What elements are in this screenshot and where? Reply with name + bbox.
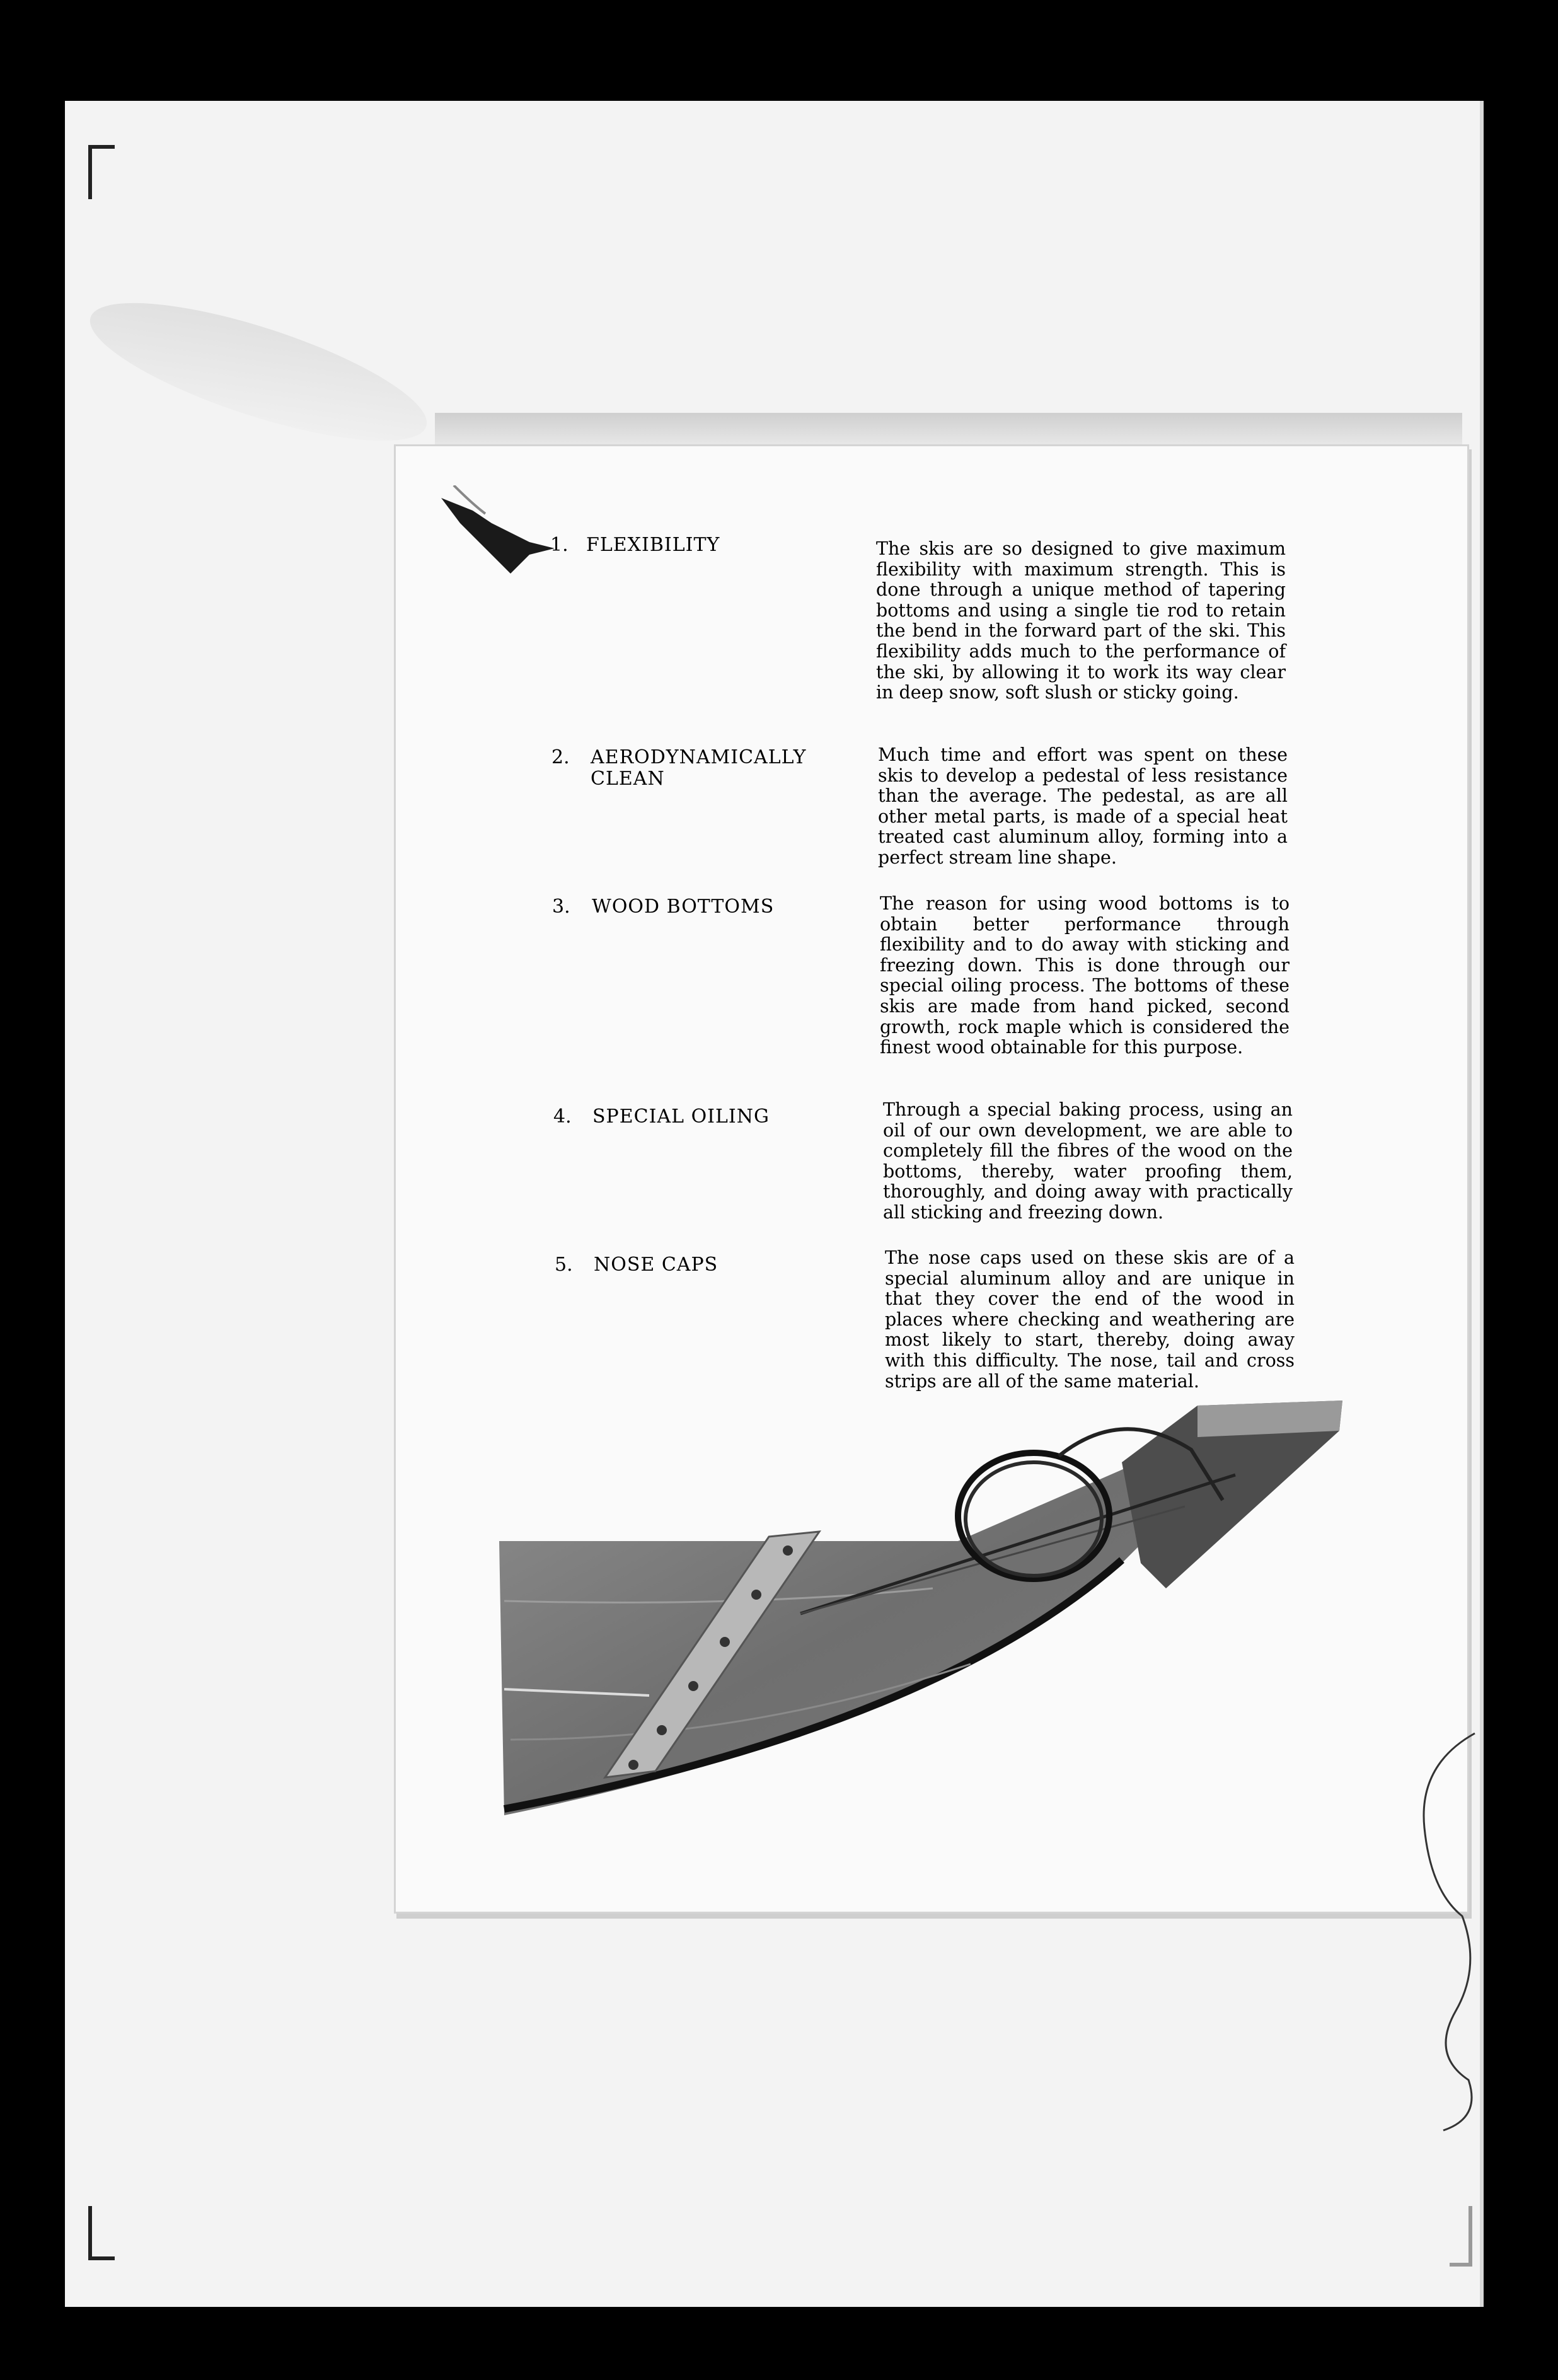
ski-nose-photograph [492, 1399, 1349, 1828]
crop-mark-top-left [88, 145, 115, 199]
feature-title: AERODYNAMICALLY CLEAN [591, 746, 807, 790]
feature-title: WOOD BOTTOMS [592, 896, 775, 918]
feature-number: 2. [551, 746, 570, 768]
feature-number: 1. [550, 534, 568, 556]
stray-wire [1405, 1727, 1487, 2143]
feature-number: 5. [555, 1254, 573, 1276]
feature-description: Much time and effort was spent on these skis to develop a pedestal of less resistance than the average. The pedestal, as are all other metal parts, is made of a special heat treated cast aluminum alloy, forming into a perfect stream line shape. [878, 744, 1288, 868]
feature-number: 4. [553, 1106, 572, 1128]
feature-number: 3. [552, 896, 570, 918]
feature-title: NOSE CAPS [594, 1254, 718, 1276]
crop-mark-bottom-right [1450, 2206, 1472, 2267]
feature-description: The reason for using wood bottoms is to obtain better performance through flexibility and to do away with sticking and freezing down. This is done through our special oiling process. The bottoms of these skis are made from hand picked, second growth, rock maple which is considered the finest wood obtainable for this purpose. [880, 893, 1290, 1058]
crop-mark-bottom-left [88, 2206, 115, 2260]
torn-corner [435, 485, 561, 580]
feature-description: The skis are so designed to give maximum flexibility with maximum strength. This is done through a unique method of tapering bottoms and using a single tie rod to retain the bend in the forward part of the ski. This flexibility adds much to the performance of the ski, by allowing it to work its way clear in deep snow, soft slush or sticky going. [876, 538, 1286, 703]
tape-strip [435, 413, 1462, 448]
feature-description: Through a special baking process, using an oil of our own development, we are able to completely fill the fibres of the wood on the bottoms, thereby, water proofing them, thoroughly, and doing away with practically all sticking and freezing down. [883, 1099, 1293, 1223]
feature-title: FLEXIBILITY [586, 534, 720, 556]
feature-description: The nose caps used on these skis are of a special aluminum alloy and are unique in that they cover the end of the wood in places where checking and weathering are most likely to start, thereby, doing away with this difficulty. The nose, tail and cross strips are all of the same material. [885, 1247, 1295, 1392]
feature-title: SPECIAL OILING [592, 1106, 770, 1128]
